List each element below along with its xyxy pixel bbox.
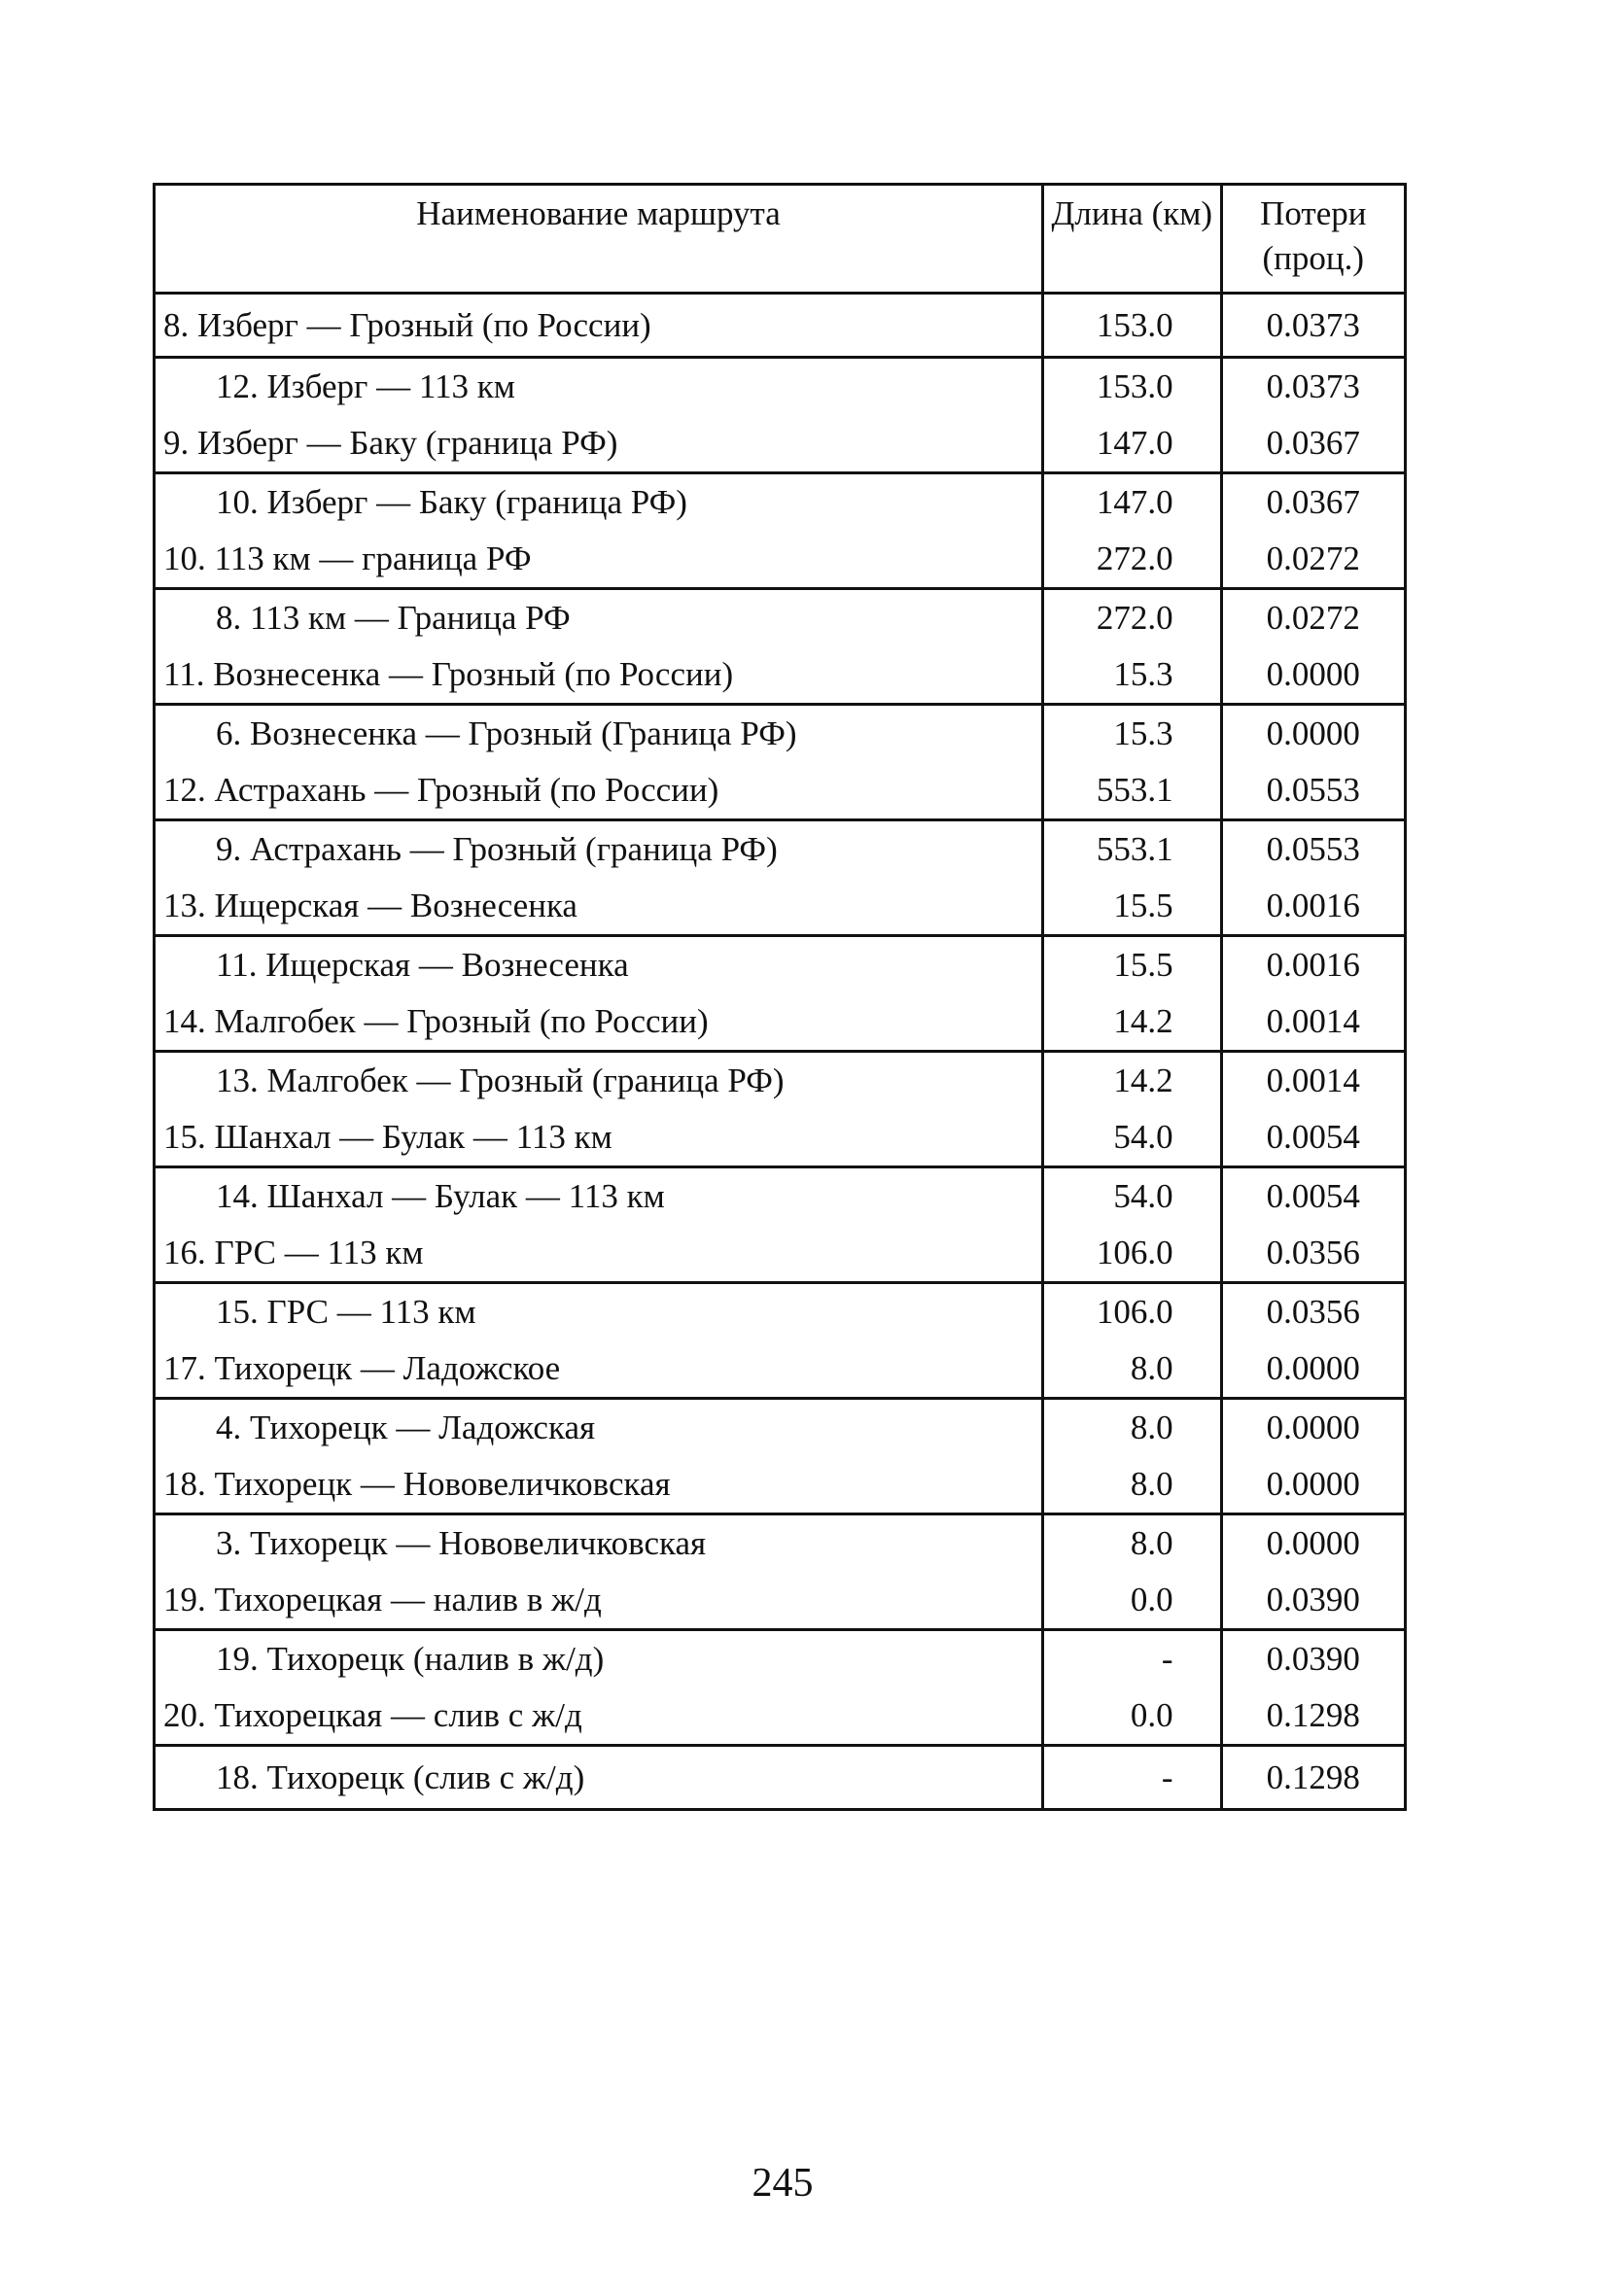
route-name-cell: 15. Шанхал — Булак — 113 км: [155, 1109, 1043, 1167]
table-row: [155, 762, 1406, 820]
length-cell: 147.0: [1043, 473, 1222, 532]
table-row: [155, 705, 1406, 763]
loss-cell: 0.0390: [1221, 1630, 1405, 1688]
route-name-cell: 8. Изберг — Грозный (по России): [155, 294, 1043, 358]
length-cell: 553.1: [1043, 762, 1222, 820]
length-cell: 0.0: [1043, 1572, 1222, 1630]
route-name-cell: 17. Тихорецк — Ладожское: [155, 1340, 1043, 1399]
route-name-cell: 16. ГРС — 113 км: [155, 1225, 1043, 1283]
table-row: [155, 1225, 1406, 1283]
table-row: [155, 1167, 1406, 1226]
loss-cell: 0.0000: [1221, 1340, 1405, 1399]
table-row: [155, 1746, 1406, 1810]
loss-cell: 0.0553: [1221, 762, 1405, 820]
table-row: [155, 1052, 1406, 1110]
table-row: [155, 1456, 1406, 1514]
loss-cell: 0.0356: [1221, 1225, 1405, 1283]
table-row: [155, 1283, 1406, 1341]
length-cell: 15.5: [1043, 878, 1222, 936]
table-row: [155, 1514, 1406, 1573]
loss-cell: 0.0367: [1221, 473, 1405, 532]
length-cell: 8.0: [1043, 1514, 1222, 1573]
length-cell: 8.0: [1043, 1456, 1222, 1514]
table-row: [155, 473, 1406, 532]
route-name-cell: 12. Астрахань — Грозный (по России): [155, 762, 1043, 820]
route-name-cell: 18. Тихорецк (слив с ж/д): [155, 1746, 1043, 1810]
loss-cell: 0.1298: [1221, 1687, 1405, 1746]
table-row: [155, 1687, 1406, 1746]
loss-cell: 0.0016: [1221, 878, 1405, 936]
loss-cell: 0.0016: [1221, 936, 1405, 994]
route-name-cell: 6. Вознесенка — Грозный (Граница РФ): [155, 705, 1043, 763]
loss-cell: 0.0553: [1221, 820, 1405, 879]
loss-cell: 0.0272: [1221, 589, 1405, 647]
loss-cell: 0.0000: [1221, 705, 1405, 763]
route-name-cell: 8. 113 км — Граница РФ: [155, 589, 1043, 647]
length-cell: 0.0: [1043, 1687, 1222, 1746]
loss-cell: 0.0000: [1221, 1399, 1405, 1457]
route-name-cell: 12. Изберг — 113 км: [155, 358, 1043, 416]
length-cell: 272.0: [1043, 589, 1222, 647]
table-row: [155, 1340, 1406, 1399]
route-name-cell: 19. Тихорецкая — налив в ж/д: [155, 1572, 1043, 1630]
length-cell: 147.0: [1043, 415, 1222, 473]
loss-cell: 0.0000: [1221, 1456, 1405, 1514]
length-cell: -: [1043, 1746, 1222, 1810]
route-name-cell: 3. Тихорецк — Нововеличковская: [155, 1514, 1043, 1573]
loss-cell: 0.0373: [1221, 358, 1405, 416]
table-body: [155, 294, 1406, 1810]
route-name-cell: 10. Изберг — Баку (граница РФ): [155, 473, 1043, 532]
length-cell: -: [1043, 1630, 1222, 1688]
route-name-cell: 13. Ищерская — Вознесенка: [155, 878, 1043, 936]
route-name-cell: 10. 113 км — граница РФ: [155, 531, 1043, 589]
route-name-cell: 4. Тихорецк — Ладожская: [155, 1399, 1043, 1457]
length-cell: 15.5: [1043, 936, 1222, 994]
table-row: [155, 993, 1406, 1052]
route-name-cell: 9. Изберг — Баку (граница РФ): [155, 415, 1043, 473]
header-loss: Потери (проц.): [1221, 185, 1405, 294]
table-header-row: [155, 185, 1406, 294]
length-cell: 272.0: [1043, 531, 1222, 589]
length-cell: 106.0: [1043, 1225, 1222, 1283]
header-length: Длина (км): [1043, 185, 1222, 294]
loss-cell: 0.0390: [1221, 1572, 1405, 1630]
table-row: [155, 358, 1406, 416]
length-cell: 8.0: [1043, 1399, 1222, 1457]
route-name-cell: 9. Астрахань — Грозный (граница РФ): [155, 820, 1043, 879]
page-number: 245: [752, 2161, 814, 2206]
length-cell: 153.0: [1043, 358, 1222, 416]
header-route-name: Наименование маршрута: [155, 185, 1043, 294]
length-cell: 14.2: [1043, 1052, 1222, 1110]
length-cell: 15.3: [1043, 646, 1222, 705]
table-row: [155, 415, 1406, 473]
loss-cell: 0.0000: [1221, 1514, 1405, 1573]
route-name-cell: 15. ГРС — 113 км: [155, 1283, 1043, 1341]
length-cell: 153.0: [1043, 294, 1222, 358]
table-row: [155, 1399, 1406, 1457]
loss-cell: 0.0014: [1221, 993, 1405, 1052]
loss-cell: 0.0373: [1221, 294, 1405, 358]
length-cell: 8.0: [1043, 1340, 1222, 1399]
loss-cell: 0.0000: [1221, 646, 1405, 705]
table-row: [155, 1109, 1406, 1167]
route-name-cell: 20. Тихорецкая — слив с ж/д: [155, 1687, 1043, 1746]
table-row: [155, 936, 1406, 994]
route-name-cell: 11. Вознесенка — Грозный (по России): [155, 646, 1043, 705]
route-name-cell: 18. Тихорецк — Нововеличковская: [155, 1456, 1043, 1514]
length-cell: 553.1: [1043, 820, 1222, 879]
route-name-cell: 14. Шанхал — Булак — 113 км: [155, 1167, 1043, 1226]
table-row: [155, 531, 1406, 589]
table-row: [155, 1630, 1406, 1688]
route-name-cell: 11. Ищерская — Вознесенка: [155, 936, 1043, 994]
length-cell: 54.0: [1043, 1109, 1222, 1167]
table-row: [155, 646, 1406, 705]
table-row: [155, 1572, 1406, 1630]
loss-cell: 0.0272: [1221, 531, 1405, 589]
loss-cell: 0.1298: [1221, 1746, 1405, 1810]
table-row: [155, 878, 1406, 936]
length-cell: 14.2: [1043, 993, 1222, 1052]
loss-cell: 0.0054: [1221, 1167, 1405, 1226]
table-row: [155, 294, 1406, 358]
table-row: [155, 820, 1406, 879]
routes-table: [153, 183, 1407, 1811]
table-row: [155, 589, 1406, 647]
route-name-cell: 19. Тихорецк (налив в ж/д): [155, 1630, 1043, 1688]
loss-cell: 0.0367: [1221, 415, 1405, 473]
length-cell: 15.3: [1043, 705, 1222, 763]
loss-cell: 0.0054: [1221, 1109, 1405, 1167]
loss-cell: 0.0356: [1221, 1283, 1405, 1341]
length-cell: 106.0: [1043, 1283, 1222, 1341]
loss-cell: 0.0014: [1221, 1052, 1405, 1110]
length-cell: 54.0: [1043, 1167, 1222, 1226]
route-name-cell: 14. Малгобек — Грозный (по России): [155, 993, 1043, 1052]
route-name-cell: 13. Малгобек — Грозный (граница РФ): [155, 1052, 1043, 1110]
